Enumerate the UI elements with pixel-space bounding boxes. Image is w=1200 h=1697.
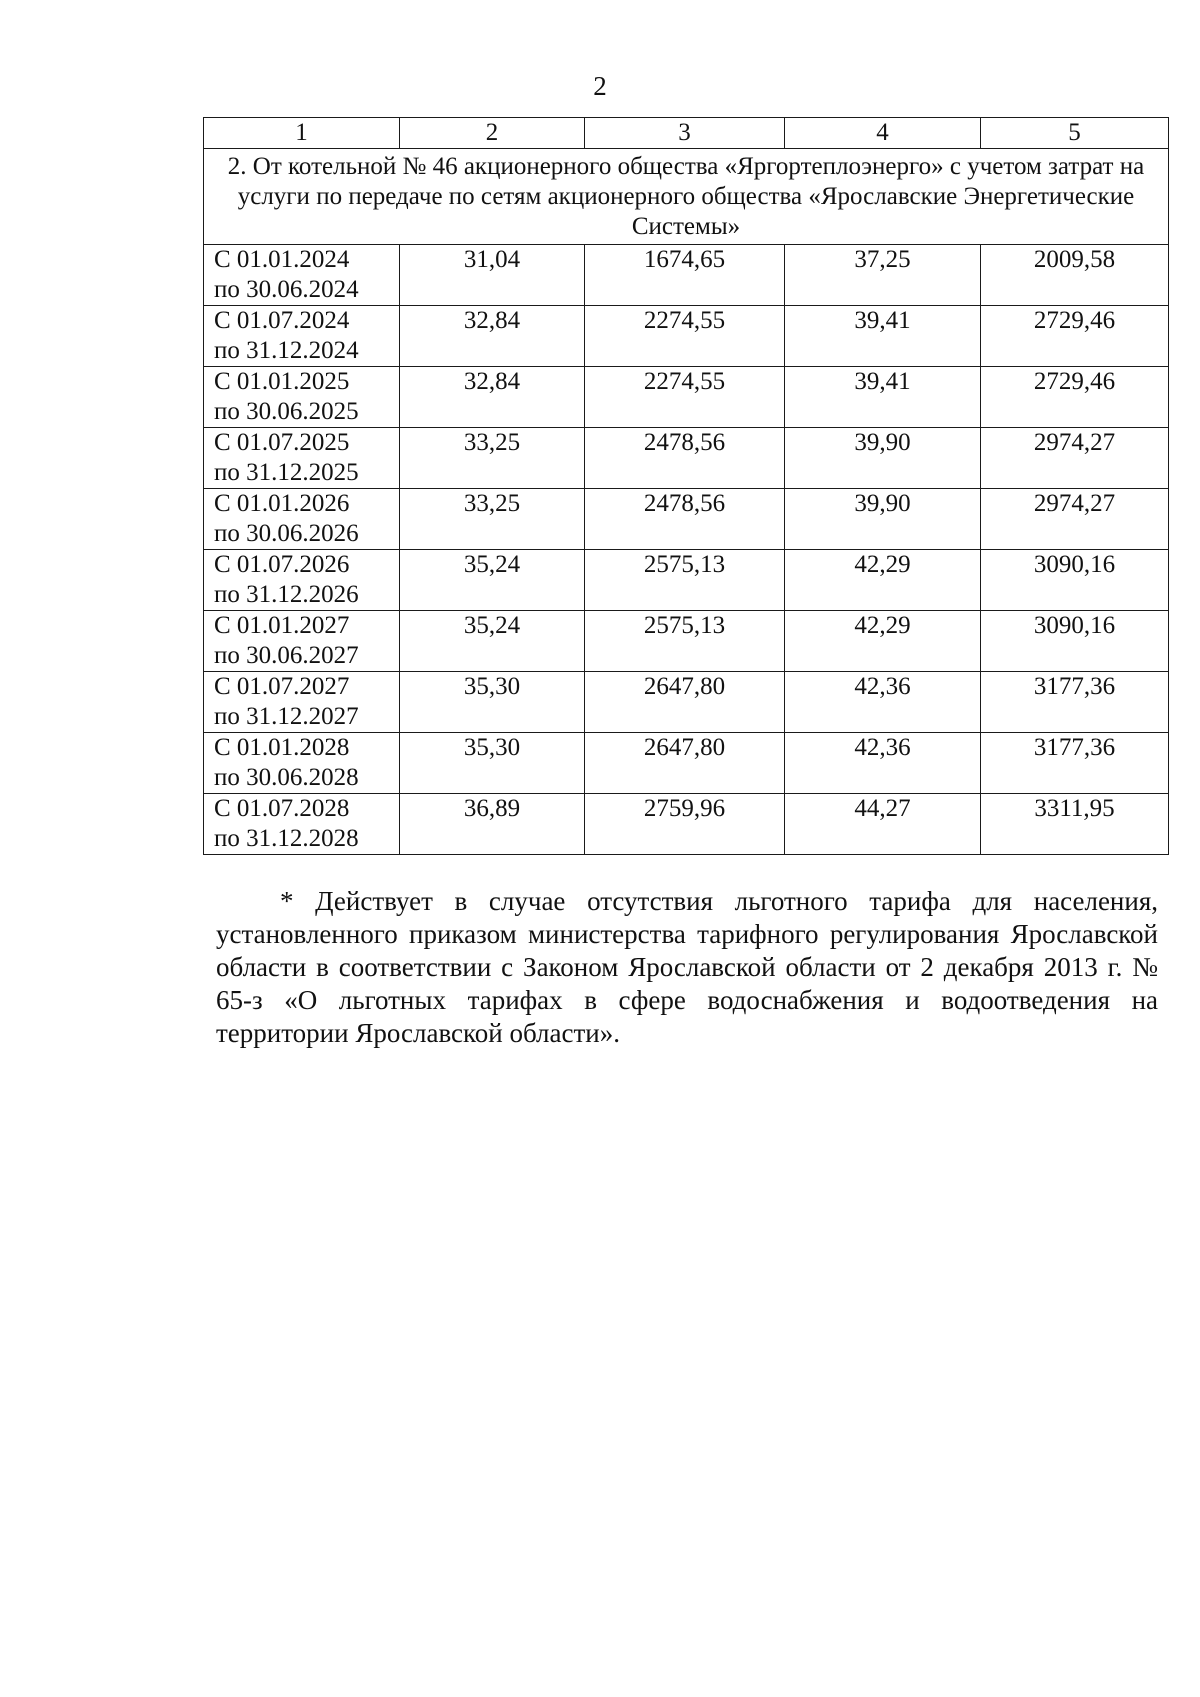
value-cell-c5: 2974,27 (981, 428, 1169, 489)
period-cell (204, 550, 400, 611)
value-cell-c3: 2759,96 (585, 794, 785, 855)
value-cell-c5: 3177,36 (981, 733, 1169, 794)
period-to: по 30.06.2024 (214, 276, 359, 303)
period-to: по 30.06.2028 (214, 764, 359, 791)
column-number-row (204, 118, 1169, 149)
period-to: по 31.12.2025 (214, 459, 359, 486)
value-cell-c2: 33,25 (400, 489, 585, 550)
period-from: С 01.01.2026 (214, 490, 350, 517)
period-cell (204, 794, 400, 855)
value-cell-c4: 39,90 (785, 428, 981, 489)
value-cell-c5: 3090,16 (981, 611, 1169, 672)
table-row (204, 611, 1169, 672)
value-cell-c5: 2729,46 (981, 367, 1169, 428)
value-cell-c4: 44,27 (785, 794, 981, 855)
value-cell-c3: 2274,55 (585, 306, 785, 367)
value-cell-c4: 39,90 (785, 489, 981, 550)
value-cell-c5: 2729,46 (981, 306, 1169, 367)
period-cell (204, 428, 400, 489)
period-cell (204, 672, 400, 733)
value-cell-c2: 36,89 (400, 794, 585, 855)
value-cell-c2: 35,24 (400, 550, 585, 611)
column-number: 5 (981, 118, 1169, 149)
value-cell-c3: 2274,55 (585, 367, 785, 428)
period-cell (204, 733, 400, 794)
value-cell-c2: 32,84 (400, 367, 585, 428)
period-from: С 01.01.2028 (214, 734, 350, 761)
section-header-row (204, 149, 1169, 245)
value-cell-c2: 35,30 (400, 672, 585, 733)
value-cell-c2: 35,24 (400, 611, 585, 672)
period-from: С 01.01.2024 (214, 246, 350, 273)
value-cell-c5: 3177,36 (981, 672, 1169, 733)
table-row (204, 550, 1169, 611)
period-cell (204, 245, 400, 306)
value-cell-c4: 39,41 (785, 306, 981, 367)
tariff-table (203, 117, 1169, 855)
period-to: по 30.06.2025 (214, 398, 359, 425)
value-cell-c4: 42,29 (785, 550, 981, 611)
value-cell-c3: 2647,80 (585, 672, 785, 733)
column-number: 4 (785, 118, 981, 149)
value-cell-c4: 42,36 (785, 733, 981, 794)
value-cell-c2: 33,25 (400, 428, 585, 489)
table-row (204, 428, 1169, 489)
column-number: 2 (400, 118, 585, 149)
table-row (204, 794, 1169, 855)
value-cell-c4: 37,25 (785, 245, 981, 306)
period-from: С 01.07.2028 (214, 795, 350, 822)
period-from: С 01.07.2025 (214, 429, 350, 456)
value-cell-c4: 39,41 (785, 367, 981, 428)
value-cell-c2: 31,04 (400, 245, 585, 306)
period-from: С 01.07.2027 (214, 673, 350, 700)
footnote: * Действует в случае отсутствия льготного тарифа для населения, установленного приказом министерства тарифного регулирования Ярославской области в соответствии с Законом Ярославской области от 2 декабря 2013 г. № 65-з «О льготных тарифах в сфере водоснабжения и водоотведения на территории Ярославской области». (216, 886, 1158, 1048)
value-cell-c5: 2009,58 (981, 245, 1169, 306)
column-number: 3 (585, 118, 785, 149)
value-cell-c3: 2575,13 (585, 550, 785, 611)
period-cell (204, 367, 400, 428)
value-cell-c3: 2478,56 (585, 428, 785, 489)
period-to: по 31.12.2028 (214, 825, 359, 852)
period-from: С 01.07.2026 (214, 551, 350, 578)
value-cell-c2: 35,30 (400, 733, 585, 794)
section-title: 2. От котельной № 46 акционерного общества «Яргортеплоэнерго» с учетом затрат на услуги по передаче по сетям акционерного общества «Ярославские Энергетические Системы» (204, 149, 1169, 245)
period-cell (204, 306, 400, 367)
table-row (204, 733, 1169, 794)
table-row (204, 306, 1169, 367)
period-to: по 30.06.2027 (214, 642, 359, 669)
period-to: по 31.12.2027 (214, 703, 359, 730)
table-row (204, 367, 1169, 428)
value-cell-c4: 42,29 (785, 611, 981, 672)
period-cell (204, 611, 400, 672)
table-row (204, 672, 1169, 733)
value-cell-c3: 2575,13 (585, 611, 785, 672)
table-row (204, 245, 1169, 306)
value-cell-c3: 2478,56 (585, 489, 785, 550)
period-to: по 31.12.2026 (214, 581, 359, 608)
value-cell-c3: 2647,80 (585, 733, 785, 794)
period-cell (204, 489, 400, 550)
column-number: 1 (204, 118, 400, 149)
period-from: С 01.07.2024 (214, 307, 350, 334)
table-row (204, 489, 1169, 550)
period-from: С 01.01.2025 (214, 368, 350, 395)
value-cell-c3: 1674,65 (585, 245, 785, 306)
page-number: 2 (593, 71, 607, 101)
value-cell-c5: 3311,95 (981, 794, 1169, 855)
period-to: по 31.12.2024 (214, 337, 359, 364)
period-to: по 30.06.2026 (214, 520, 359, 547)
value-cell-c5: 2974,27 (981, 489, 1169, 550)
value-cell-c4: 42,36 (785, 672, 981, 733)
value-cell-c5: 3090,16 (981, 550, 1169, 611)
period-from: С 01.01.2027 (214, 612, 350, 639)
value-cell-c2: 32,84 (400, 306, 585, 367)
